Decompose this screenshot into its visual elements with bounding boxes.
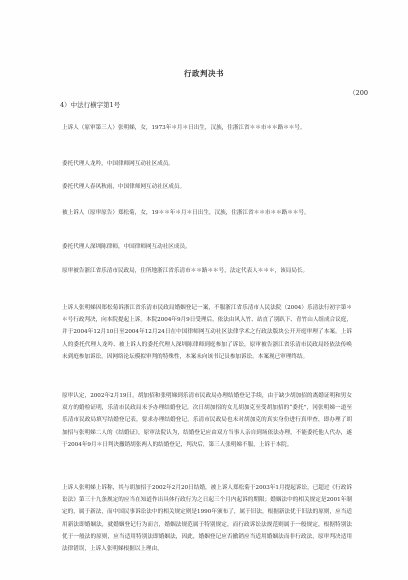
paragraph-appellant-agent-2: 委托代理人春风秋雨，中国律师网互动社区成员。 [62, 184, 186, 190]
paragraph-appellant-agent-1: 委托代理人龙吟，中国律师网互动社区成员。 [62, 161, 174, 167]
paragraph-case-background: 上诉人张明娣因郑松菊诉浙江省乐清市民政局婚姻登记一案，不服浙江省乐清市人民法院（2004）乐清法行初字第＊＊号行政判决，向本院提起上诉。本院2004年9月9日受理后，依法由风入竹、站直了别趴下、青竹山人组成合议庭，并于2004年12月10日至2004年12月24日在中国律师网互动社区法律学术之行政法版块公开开庭审理了本案。上诉人的委托代理人龙吟、被上诉人的委托代理人深圳陈律师到庭参加了诉讼，原审被告浙江省乐清市民政局经依法传唤未到庭参加诉讼。因网络论坛模拟审判的特殊性，本案未向该书记员参加诉讼。本案现已审理终结。 [62, 305, 352, 360]
document-title: 行政判决书 [184, 69, 224, 78]
case-number-prefix: （200 [349, 89, 368, 97]
paragraph-appellee: 被上诉人（原审原告）郑松菊，女，19＊＊年＊月＊日出生，汉族，住浙江省＊＊市＊＊路＊＊号。 [62, 210, 310, 216]
paragraph-defendant: 原审被告浙江省乐清市民政局，住所地浙江省乐清市＊＊路＊＊号，法定代表人＊＊＊，该局局长。 [62, 268, 309, 274]
case-number: 4）中法行横字第1号 [60, 101, 121, 109]
paragraph-appeal-grounds: 上诉人张明娣上诉称，其与胡加招于2002年2月20日结婚，被上诉人郑松菊于2003年1月提起诉讼，已超过《行政诉讼法》第三十九条规定的应当在知道作出具体行政行为之日起三个月内起诉的期限；婚姻法中的相关规定是2001年制定的，属于新法，而中国民事诉讼法中的相关规定则是1990年颁布了，属于旧法，根据新法优于旧法的原则，应当适用新法即婚姻法，就婚姻登记行为而言，婚姻法规范属于特别规定，而行政诉讼法规范则属于一般规定，根据特别法优于一般法的原则，应当适用特别法即婚姻法，因此，婚姻登记应否撤销应当适用婚姻法而非行政法，原审判决适用法律错误，上诉人张明娣根据以上理由， [62, 485, 352, 553]
paragraph-original-judgment: 原审认定，2002年2月19日，胡加招和张明娣到乐清市民政局办理结婚登记手续，由于缺少胡加招的离婚证明和男女双方的婚检证明，乐清市民政局未予办理结婚登记，次日胡加招的女儿胡加克至受胡加招的“委托”，冈张明娣一道至乐清市民政局填写结婚登记表，要求办理结婚登记，乐清市民政局也未对胡加克的真实身份进行真审查，即办理了胡加招与张明娣二人的《结婚证》，原审法院认为，结婚登记应由双方当事人亲自到场依法办理，不能委托他人代办，遂于2004年9月＊日判决撤销胡张两人的结婚登记，判决后，第三人张明娣不服，上诉于本院。 [62, 393, 352, 448]
paragraph-appellee-agent: 委托代理人深圳陈律师，中国律师网互动社区成员。 [62, 244, 191, 250]
paragraph-appellant: 上诉人（原审第三人）张明娣，女，1973年＊月＊日出生，汉族，住浙江省＊＊市＊＊路＊＊号。 [62, 125, 306, 131]
